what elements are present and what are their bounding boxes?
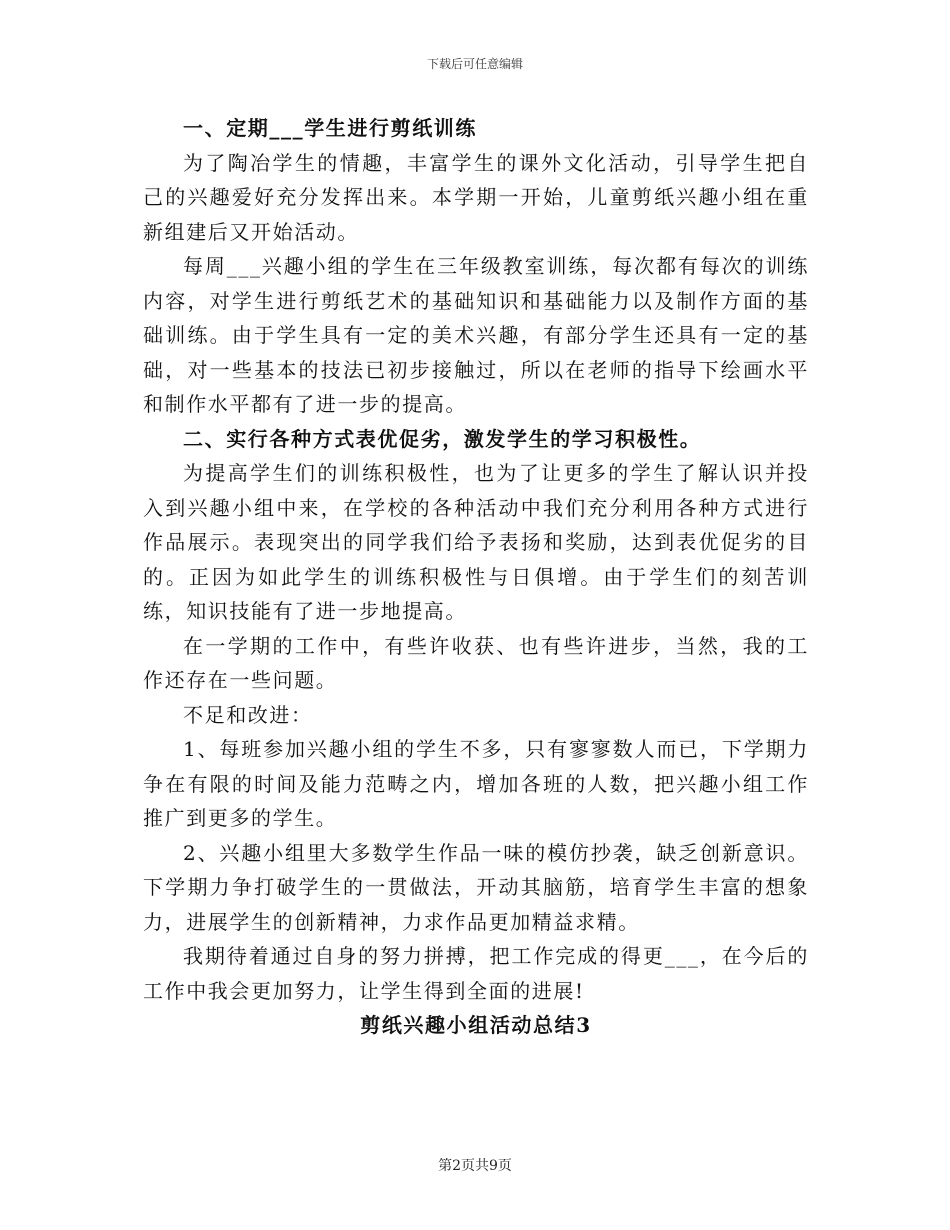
next-section-title: 剪纸兴趣小组活动总结3 xyxy=(360,1013,592,1037)
paragraph-3: 为提高学生们的训练积极性，也为了让更多的学生了解认识并投入到兴趣小组中来，在学校的各种活动中我们充分利用各种方式进行作品展示。表现突出的同学我们给予表扬和奖励，达到表优促劣的目的。正因为如此学生的训练积极性与日俱增。由于学生们的刻苦训练，知识技能有了进一步地提高。 xyxy=(143,461,809,623)
section-heading-1: 一、定期___学生进行剪纸训练 xyxy=(183,116,477,140)
paragraph-1: 为了陶冶学生的情趣，丰富学生的课外文化活动，引导学生把自己的兴趣爱好充分发挥出来。本学期一开始，儿童剪纸兴趣小组在重新组建后又开始活动。 xyxy=(143,150,809,244)
paragraph-7: 2、兴趣小组里大多数学生作品一味的模仿抄袭，缺乏创新意识。下学期力争打破学生的一贯做法，开动其脑筋，培育学生丰富的想象力，进展学生的创新精神，力求作品更加精益求精。 xyxy=(143,840,809,934)
page-number: 第2页共9页 xyxy=(438,1158,512,1174)
paragraph-5: 不足和改进： xyxy=(183,702,313,727)
paragraph-6: 1、每班参加兴趣小组的学生不多，只有寥寥数人而已，下学期力争在有限的时间及能力范畴之内，增加各班的人数，把兴趣小组工作推广到更多的学生。 xyxy=(143,737,809,830)
section-heading-2: 二、实行各种方式表优促劣，激发学生的学习积极性。 xyxy=(183,426,702,451)
paragraph-4: 在一学期的工作中，有些许收获、也有些许进步，当然，我的工作还存在一些问题。 xyxy=(143,633,809,692)
document-body xyxy=(143,111,809,1043)
paragraph-2: 每周___兴趣小组的学生在三年级教室训练，每次都有每次的训练内容，对学生进行剪纸艺术的基础知识和基础能力以及制作方面的基础训练。由于学生具有一定的美术兴趣，有部分学生还具有一定的基础，对一些基本的技法已初步接触过，所以在老师的指导下绘画水平和制作水平都有了进一步的提高。 xyxy=(143,254,809,416)
page-header-note: 下载后可任意编辑 xyxy=(426,57,523,71)
paragraph-8: 我期待着通过自身的努力拼搏，把工作完成的得更___，在今后的工作中我会更加努力，让学生得到全面的进展! xyxy=(143,944,809,1003)
